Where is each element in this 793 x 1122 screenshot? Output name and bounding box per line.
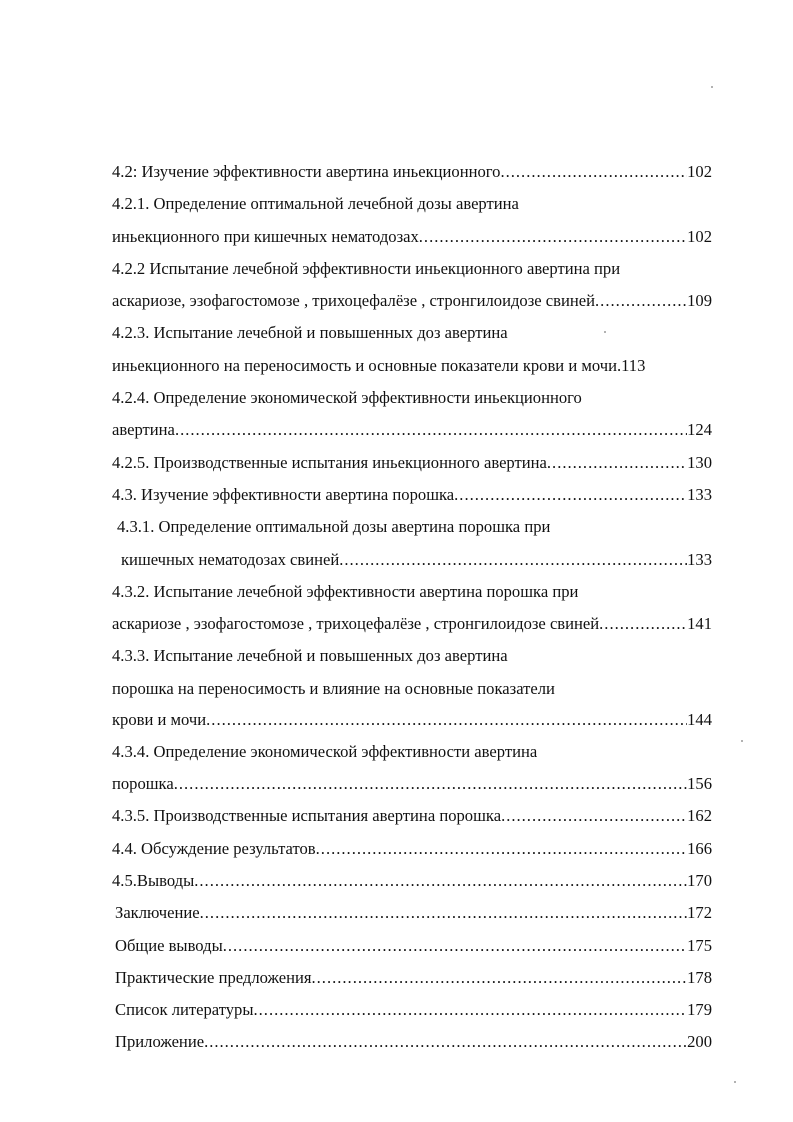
toc-entry-text: 4.2: Изучение эффективности авертина иньекционного: [112, 162, 501, 181]
toc-entry-references: [112, 994, 712, 1026]
toc-entry-4-2-1: [112, 221, 712, 253]
toc-page-number: 130: [687, 452, 712, 472]
toc-leader-dots: [194, 865, 687, 897]
toc-entry-text: крови и мочи: [112, 710, 207, 730]
toc-leader-dots: [200, 897, 687, 929]
toc-line-4-2-2-title: 4.2.2 Испытание лечебной эффективности иньекционного авертина при: [112, 258, 621, 278]
toc-entry-text: аскариозе , эзофагостомозе , трихоцефалёзе , стронгилоидозе свиней: [112, 614, 600, 634]
toc-leader-dots: [595, 285, 687, 317]
toc-leader-dots: [316, 833, 687, 865]
toc-line-4-3-3-title: 4.3.3. Испытание лечебной и повышенных доз авертина: [112, 646, 508, 666]
toc-leader-dots: [547, 447, 687, 479]
scan-speck: [734, 1081, 736, 1083]
toc-line-4-3-2-title: 4.3.2. Испытание лечебной эффективности авертина порошка при: [112, 581, 579, 601]
toc-entry-text: иньекционного при кишечных нематодозах: [112, 226, 419, 246]
toc-entry-4-3-1: [112, 544, 712, 576]
toc-page-number: 156: [687, 774, 712, 794]
toc-entry-text: 4.3.5. Производственные испытания авертина порошка: [112, 806, 502, 826]
toc-leader-dots: [254, 994, 688, 1026]
toc-page-number: 109: [687, 291, 712, 311]
toc-entry-text: 4.4. Обсуждение результатов: [112, 838, 316, 858]
toc-entry-4-5: [112, 865, 712, 897]
toc-leader-dots: [501, 800, 687, 832]
toc-entry-text: 4.5.Выводы: [112, 870, 195, 890]
toc-line-4-2-1-title: 4.2.1. Определение оптимальной лечебной дозы авертина: [112, 194, 519, 214]
toc-page-number: 200: [687, 1032, 712, 1052]
toc-entry-text: 4.2.5. Производственные испытания иньекционного авертина: [112, 452, 547, 472]
toc-page-number: 141: [687, 614, 712, 634]
toc-leader-dots: [204, 1026, 687, 1058]
toc-entry-text: 4.3. Изучение эффективности авертина порошка: [112, 484, 455, 504]
toc-leader-dots: [454, 479, 687, 511]
toc-entry-text: Общие выводы: [115, 935, 223, 955]
scan-speck: [711, 86, 713, 88]
toc-page-number: 179: [687, 1000, 712, 1020]
toc-page-number: 172: [687, 903, 712, 923]
toc-entry-4-4: [112, 833, 712, 865]
toc-line-4-2-3-title: 4.2.3. Испытание лечебной и повышенных доз авертина: [112, 323, 508, 343]
toc-page-number: 124: [687, 420, 712, 440]
toc-entry-4-3-5: [112, 800, 712, 832]
toc-entry-text: Список литературы: [115, 1000, 254, 1020]
toc-entry-4-2-5: [112, 447, 712, 479]
toc-entry-4-2: [112, 156, 712, 188]
toc-page-number: 175: [687, 935, 712, 955]
scan-speck: [604, 331, 606, 333]
toc-entry-appendix: [112, 1026, 712, 1058]
toc-leader-dots: [419, 221, 687, 253]
toc-entry-conclusion: [112, 897, 712, 929]
toc-entry-4-3-3: [112, 704, 712, 736]
toc-entry-text: кишечных нематодозах свиней: [121, 549, 340, 569]
toc-entry-text: Практические предложения: [115, 967, 312, 987]
toc-entry-general-conclusions: [112, 930, 712, 962]
toc-entry-text: порошка: [112, 774, 174, 794]
toc-line-4-3-1-title: 4.3.1. Определение оптимальной дозы авертина порошка при: [117, 517, 551, 537]
toc-entry-practical-proposals: [112, 962, 712, 994]
toc-page-number: 133: [687, 549, 712, 569]
scan-speck: [741, 740, 743, 742]
toc-page-number: 162: [687, 806, 712, 826]
toc-leader-dots: [500, 156, 687, 188]
toc-page-number: 166: [687, 838, 712, 858]
toc-entry-4-3-4: [112, 768, 712, 800]
table-of-contents: [112, 156, 712, 1059]
toc-line-4-3-4-title: 4.3.4. Определение экономической эффективности авертина: [112, 741, 538, 761]
toc-entry-4-3: [112, 479, 712, 511]
toc-entry-4-2-3: иньекционного на переносимость и основные показатели крови и мочи.113: [112, 355, 646, 375]
toc-entry-4-2-4: [112, 414, 712, 446]
toc-page-number: 144: [687, 710, 712, 730]
toc-page-number: 102: [687, 226, 712, 246]
toc-page-number: 170: [687, 870, 712, 890]
toc-entry-text: аскариозе, эзофагостомозе , трихоцефалёзе , стронгилоидозе свиней: [112, 291, 596, 311]
toc-leader-dots: [599, 608, 687, 640]
toc-entry-4-3-2: [112, 608, 712, 640]
toc-leader-dots: [312, 962, 688, 994]
toc-leader-dots: [223, 930, 687, 962]
toc-page-number: 102: [687, 162, 712, 181]
toc-page-number: 133: [687, 484, 712, 504]
toc-entry-4-2-2: [112, 285, 712, 317]
toc-leader-dots: [175, 414, 687, 446]
toc-page-number: 178: [687, 967, 712, 987]
toc-entry-text: Заключение: [115, 903, 200, 923]
toc-leader-dots: [174, 768, 687, 800]
toc-leader-dots: [206, 704, 687, 736]
toc-line-4-2-4-title: 4.2.4. Определение экономической эффективности иньекционного: [112, 388, 582, 408]
toc-line-4-3-3-cont: порошка на переносимость и влияние на основные показатели: [112, 678, 555, 698]
toc-leader-dots: [339, 544, 687, 576]
toc-entry-text: Приложение: [115, 1032, 205, 1052]
toc-entry-text: авертина: [112, 420, 175, 440]
